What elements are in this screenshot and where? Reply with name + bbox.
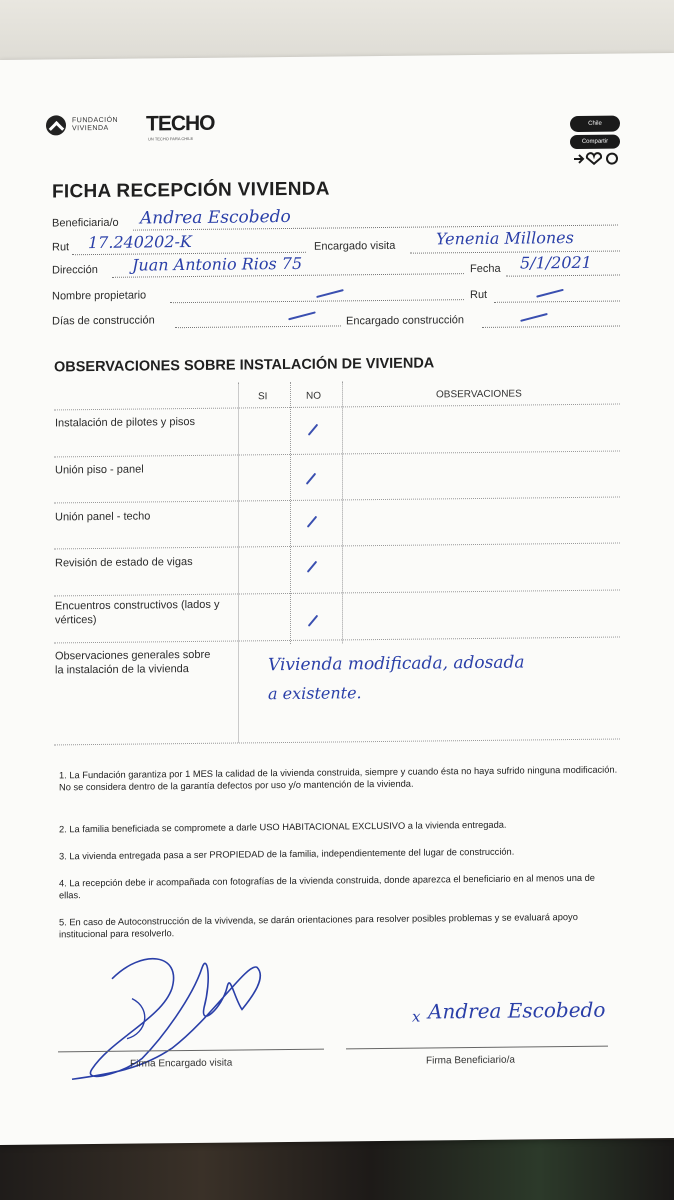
note-1: 1. La Fundación garantiza por 1 MES la calidad de la vivienda construida, siempre y cuando ésta no haya sufrido ninguna modificación. No se considera dentro de la garantía defectos por uso y/o mantención de la vivienda.	[59, 764, 618, 793]
badge-compartir: Compartir	[570, 135, 620, 150]
table-row-line	[54, 590, 620, 597]
fundacion-line1: FUNDACIÓN	[72, 116, 119, 125]
badge-chile: Chile	[570, 116, 620, 133]
encargado-visita-value: Yenenia Millones	[436, 227, 574, 249]
beneficiario-signature-label: Firma Beneficiario/a	[426, 1054, 515, 1067]
row-2-no-check	[307, 516, 318, 528]
table-row-line	[54, 543, 620, 550]
direccion-value: Juan Antonio Rios 75	[132, 253, 303, 275]
rut2-line	[494, 301, 620, 303]
encargado-construccion-line	[482, 326, 620, 328]
beneficiario-value: Andrea Escobedo	[140, 206, 291, 229]
table-row-line	[54, 497, 620, 504]
techo-chile-badge	[566, 111, 626, 168]
encargado-construccion-dash	[520, 313, 548, 322]
rut-label: Rut	[52, 241, 70, 254]
table-vline-3	[342, 381, 343, 643]
nombre-propietario-label: Nombre propietario	[52, 289, 147, 303]
col-obs-header: OBSERVACIONES	[436, 388, 522, 401]
note-2: 2. La familia beneficiada se compromete a darle USO HABITACIONAL EXCLUSIVO a la vivienda entregada.	[59, 819, 507, 835]
table-row-label: Unión panel - techo	[55, 510, 151, 524]
dias-construccion-line	[175, 325, 341, 328]
share-heart-icon	[572, 152, 620, 167]
nombre-propietario-dash	[316, 289, 344, 298]
col-no-header: NO	[306, 390, 321, 402]
techo-logo-subtitle: UN TECHO PARA CHILE	[148, 135, 194, 142]
beneficiario-label: Beneficiaria/o	[52, 216, 119, 230]
techo-logo: TECHO	[146, 111, 215, 136]
general-observations-line1: Vivienda modificada, adosada	[268, 652, 525, 676]
general-observations-label: Observaciones generales sobre la instalación de la vivienda	[55, 648, 211, 677]
beneficiario-signature-line	[346, 1046, 608, 1050]
observaciones-section-title: OBSERVACIONES SOBRE INSTALACIÓN DE VIVIENDA	[54, 355, 435, 376]
dias-construccion-dash	[288, 311, 316, 320]
beneficiario-signature-mark: x	[412, 1007, 421, 1026]
note-3: 3. La vivienda entregada pasa a ser PROPIEDAD de la familia, independientemente del lugar de construcción.	[59, 846, 515, 862]
row-0-no-check	[308, 424, 319, 436]
table-row-label: Unión piso - panel	[55, 463, 144, 477]
note-5: 5. En caso de Autoconstrucción de la vivivenda, se darán orientaciones para resolver posibles problemas y se evaluará apoyo institucional para resolverlo.	[59, 911, 578, 940]
table-row-label: Encuentros constructivos (lados y vértices)	[55, 598, 220, 627]
general-observations-line2: a existente.	[268, 683, 362, 704]
table-vline-2	[290, 382, 291, 644]
encargado-visita-label: Encargado visita	[314, 239, 396, 253]
nombre-propietario-line	[170, 299, 464, 303]
form-title: FICHA RECEPCIÓN VIVIENDA	[52, 178, 330, 203]
fecha-line	[506, 275, 620, 277]
row-3-no-check	[307, 561, 318, 573]
dias-construccion-label: Días de construcción	[52, 314, 155, 328]
beneficiario-signature: Andrea Escobedo	[428, 997, 606, 1024]
col-si-header: SI	[258, 391, 268, 403]
table-row-label: Revisión de estado de vigas	[55, 555, 193, 570]
row-1-no-check	[306, 473, 317, 485]
rut2-dash	[536, 289, 564, 298]
table-bottom-line	[54, 739, 620, 746]
fecha-value: 5/1/2021	[520, 252, 592, 273]
table-row-label: Instalación de pilotes y pisos	[55, 415, 196, 430]
table-row-line	[54, 451, 620, 458]
note-4: 4. La recepción debe ir acompañada con fotografías de la vivienda construida, donde aparezca el beneficiario en al menos una de ellas.	[59, 872, 595, 901]
table-vline-1	[238, 382, 239, 742]
row-4-no-check	[308, 615, 319, 627]
encargado-signature-label: Firma Encargado visita	[130, 1057, 233, 1070]
background-floor	[0, 1140, 674, 1200]
table-header-line	[54, 404, 620, 411]
table-row-line	[54, 637, 620, 644]
encargado-construccion-label: Encargado construcción	[346, 314, 465, 328]
fecha-label: Fecha	[470, 262, 501, 276]
fundacion-line2: VIVIENDA	[72, 124, 109, 133]
fundacion-logo-icon	[46, 115, 66, 135]
form-sheet	[0, 53, 674, 1145]
direccion-label: Dirección	[52, 263, 98, 277]
rut-value: 17.240202-K	[88, 231, 192, 253]
fundacion-vivienda-logo	[46, 115, 118, 136]
rut2-label: Rut	[470, 288, 488, 302]
